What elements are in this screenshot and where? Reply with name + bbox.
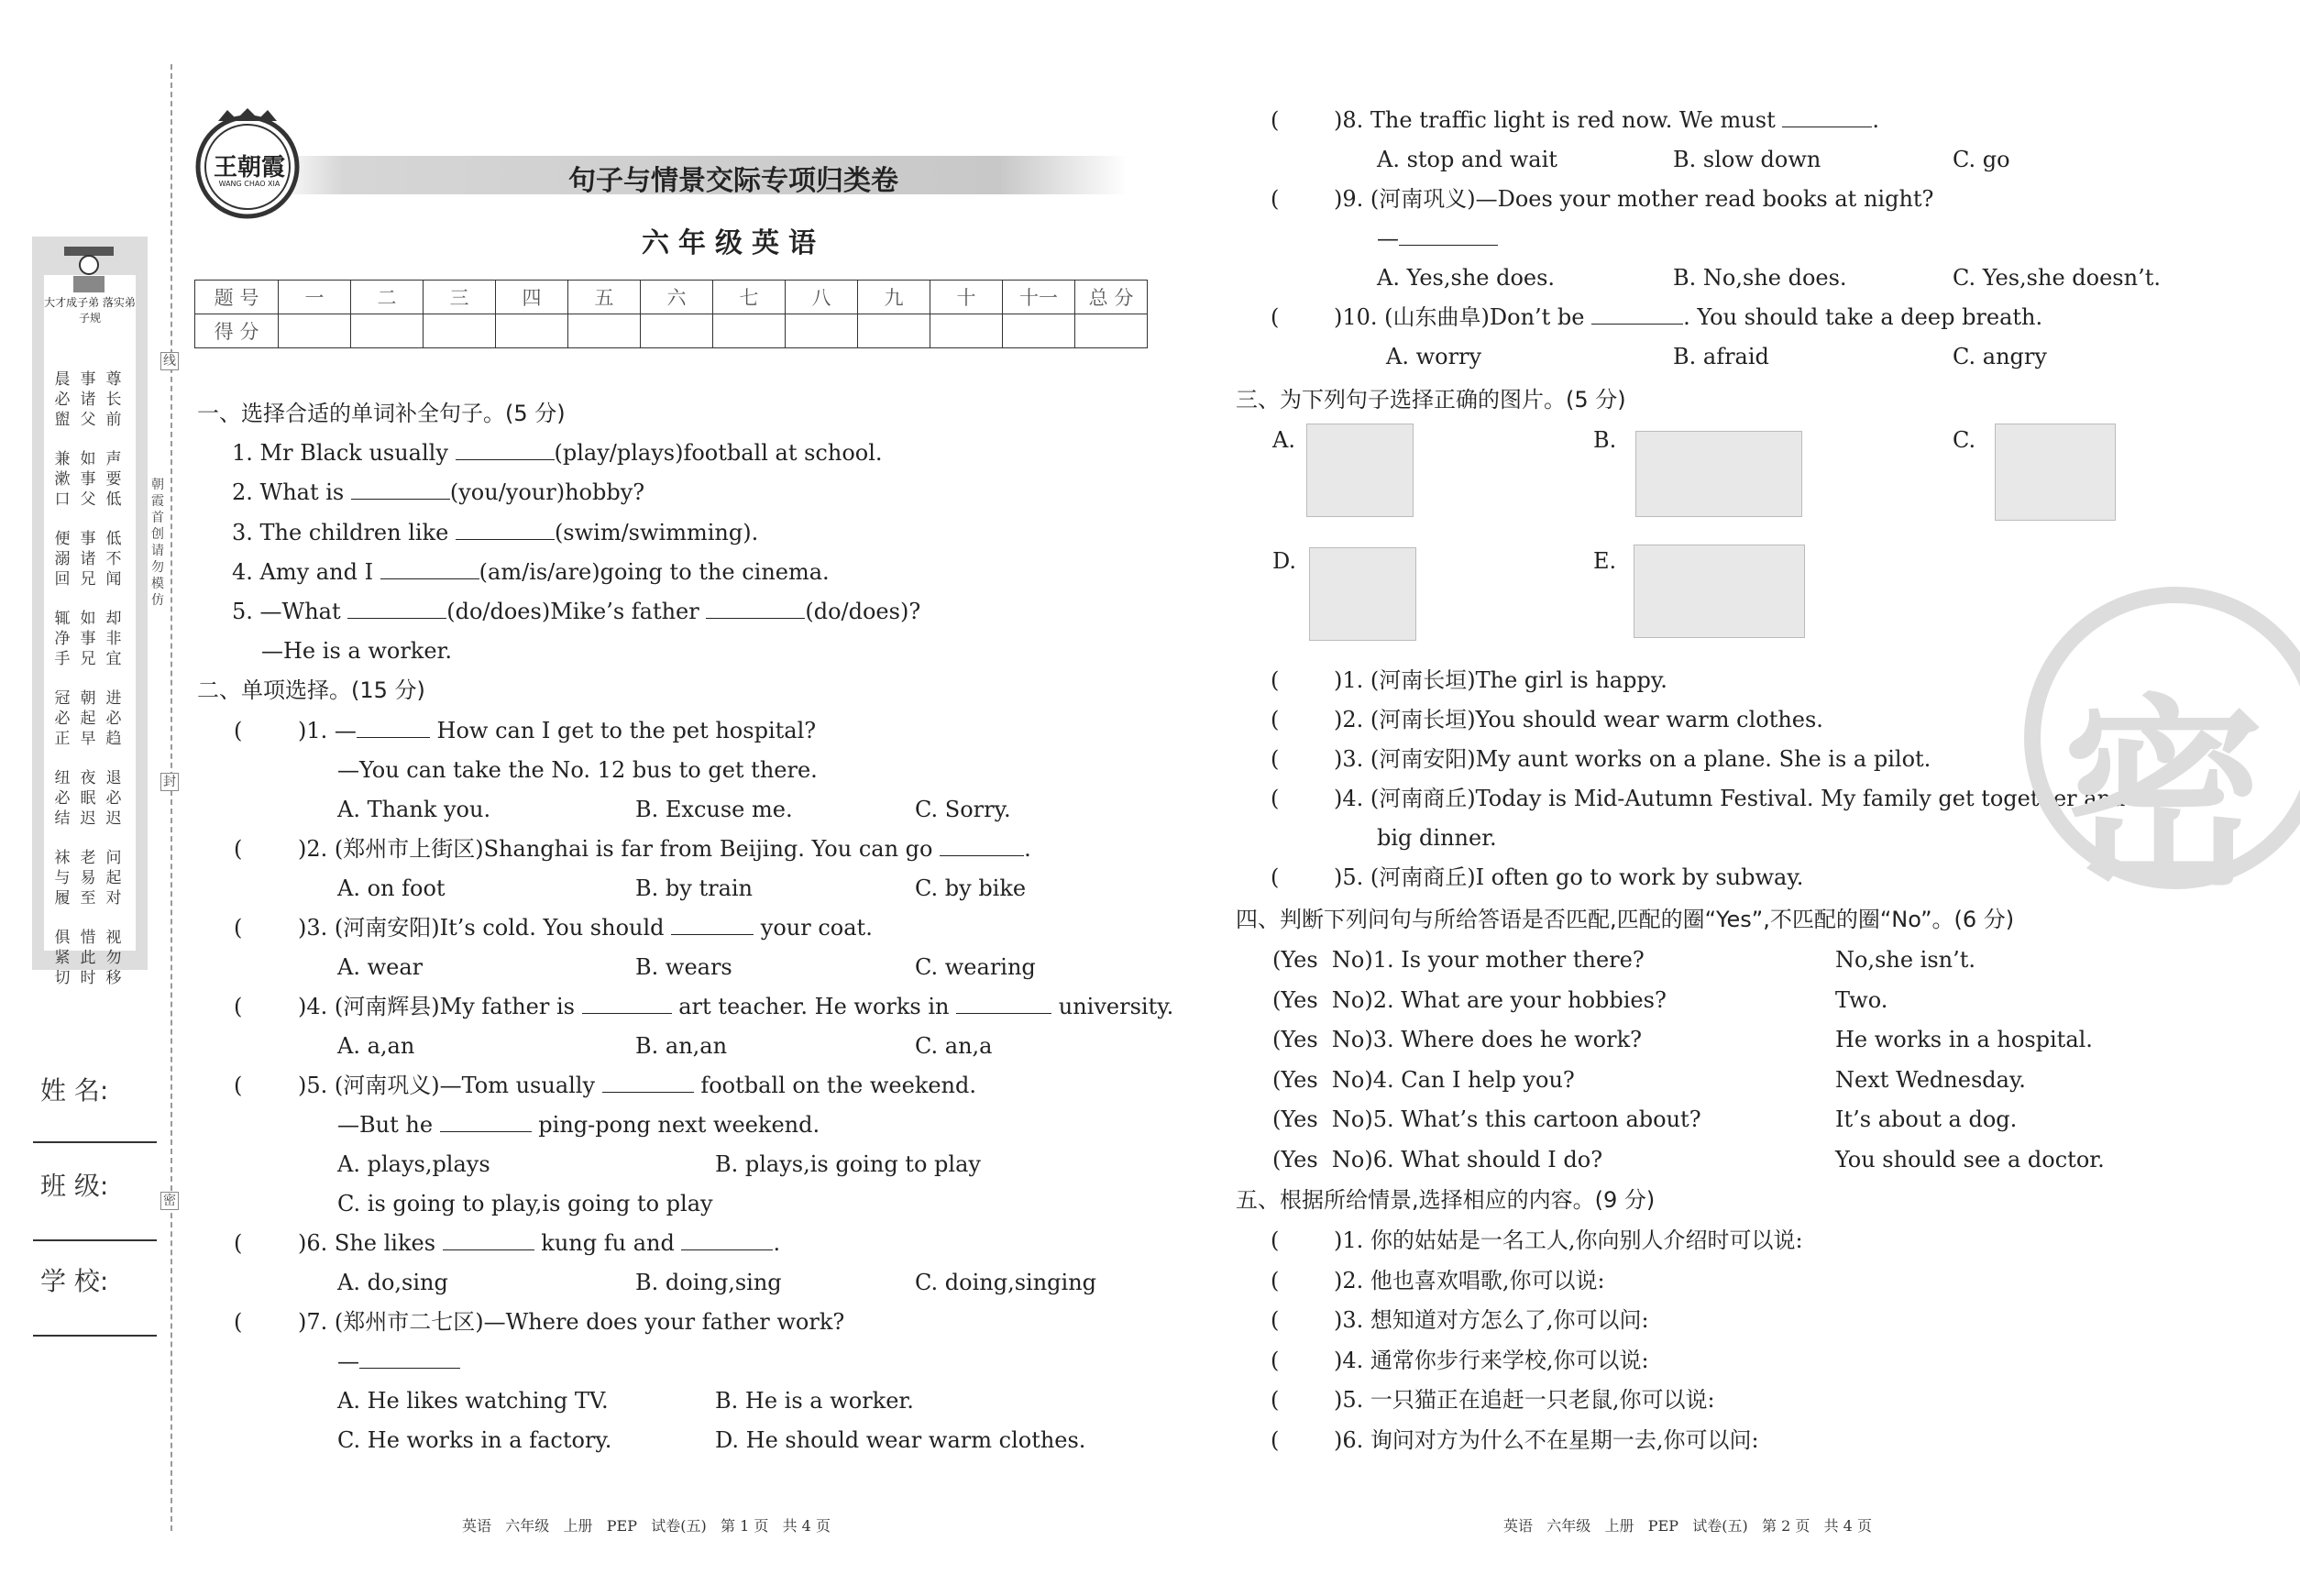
- motto-text: 兼漱口: [54, 450, 71, 509]
- section-4-title: 四、判断下列问句与所给答语是否匹配,匹配的圈“Yes”,不匹配的圈“No”。(6 分): [1236, 907, 2015, 932]
- answer-blank[interactable]: [1591, 303, 1683, 325]
- s4-question-1: (Yes No)1. Is your mother there?: [1272, 947, 1645, 973]
- s4-question-4: (Yes No)4. Can I help you?: [1272, 1066, 1575, 1093]
- s1-question-4: 4. Amy and I (am/is/are)going to the cinema.: [232, 559, 830, 585]
- school-label: 学 校:: [40, 1266, 109, 1296]
- answer-blank[interactable]: [681, 1229, 773, 1250]
- score-header-cell: 八: [786, 281, 858, 314]
- q3-opt-a: A. wear: [337, 954, 424, 980]
- score-input-cell[interactable]: [1075, 314, 1148, 348]
- q8-opt-c: C. go: [1953, 147, 2010, 172]
- score-header-cell: 题 号: [195, 281, 279, 314]
- s1-answer-5: —He is a worker.: [261, 638, 452, 664]
- answer-blank[interactable]: [440, 1111, 532, 1132]
- answer-bracket[interactable]: (: [1271, 1307, 1280, 1333]
- motto-text: 如事兄: [80, 610, 96, 668]
- motto-text: 老易至: [80, 849, 96, 908]
- q9: )9. (河南巩义)—Does your mother read books at night?: [1334, 186, 1934, 212]
- section-2-title: 二、单项选择。(15 分): [197, 677, 425, 703]
- s1-question-2: 2. What is (you/your)hobby?: [232, 479, 645, 505]
- s1-question-5: 5. —What (do/does)Mike’s father (do/does)?: [232, 599, 921, 624]
- q3: )3. (河南安阳)It’s cold. You should your coat.: [298, 915, 873, 941]
- s4-answer-6: You should see a doctor.: [1835, 1146, 2105, 1172]
- section-3-title: 三、为下列句子选择正确的图片。(5 分): [1236, 387, 1626, 413]
- q7-opt-d: D. He should wear warm clothes.: [715, 1427, 1086, 1453]
- answer-blank[interactable]: [443, 1229, 534, 1250]
- s4-answer-4: Next Wednesday.: [1835, 1066, 2026, 1093]
- s5-item-2: )2. 他也喜欢唱歌,你可以说:: [1334, 1267, 1605, 1293]
- score-input-cell[interactable]: [858, 314, 930, 348]
- answer-bracket[interactable]: (: [1271, 1347, 1280, 1373]
- answer-bracket[interactable]: (: [234, 994, 243, 1019]
- footer-page-1: 英语 六年级 上册 PEP 试卷(五) 第 1 页 共 4 页: [462, 1517, 831, 1535]
- answer-blank[interactable]: [359, 1348, 460, 1369]
- answer-bracket[interactable]: (: [1271, 1267, 1280, 1293]
- score-header-cell: 九: [858, 281, 930, 314]
- answer-bracket[interactable]: (: [234, 1073, 243, 1098]
- answer-bracket[interactable]: (: [1271, 186, 1280, 212]
- motto-text: 晨必盥: [54, 370, 71, 429]
- school-field[interactable]: [33, 1335, 157, 1337]
- answer-blank[interactable]: [1782, 106, 1872, 127]
- score-input-cell[interactable]: [1003, 314, 1075, 348]
- s5-item-6: )6. 询问对方为什么不在星期一去,你可以问:: [1334, 1426, 1759, 1453]
- s4-question-5: (Yes No)5. What’s this cartoon about?: [1272, 1106, 1701, 1132]
- answer-blank[interactable]: [347, 598, 446, 619]
- score-header-cell: 七: [713, 281, 786, 314]
- q5-opt-b: B. plays,is going to play: [715, 1151, 981, 1177]
- q10-opt-a: A. worry: [1386, 344, 1482, 369]
- score-table: [194, 280, 1148, 348]
- answer-blank[interactable]: [956, 993, 1051, 1014]
- score-label-cell: 得 分: [195, 314, 279, 348]
- q4-opt-c: C. an,a: [915, 1033, 993, 1059]
- score-header-cell: 六: [641, 281, 713, 314]
- s4-answer-2: Two.: [1835, 986, 1888, 1013]
- q5-opt-a: A. plays,plays: [337, 1151, 490, 1177]
- answer-bracket[interactable]: (: [1271, 304, 1280, 330]
- score-input-cell[interactable]: [351, 314, 424, 348]
- score-input-cell[interactable]: [568, 314, 641, 348]
- page-title: 句子与情景交际专项归类卷: [568, 165, 898, 197]
- section-5-title: 五、根据所给情景,选择相应的内容。(9 分): [1236, 1187, 1656, 1213]
- binding-dashed-line: [171, 64, 172, 1531]
- picture-happy-girl: [1306, 424, 1414, 517]
- q4: )4. (河南辉县)My father is art teacher. He works in university.: [298, 994, 1174, 1019]
- motto-text: 声要低: [105, 450, 122, 509]
- motto-text: 事诸父: [80, 370, 96, 429]
- answer-blank[interactable]: [357, 717, 430, 738]
- page-subtitle: 六年级英语: [642, 227, 825, 259]
- q9-opt-b: B. No,she does.: [1673, 265, 1847, 291]
- picture-label-b: B.: [1593, 427, 1617, 453]
- q6-opt-b: B. doing,sing: [635, 1270, 782, 1295]
- answer-blank[interactable]: [351, 479, 450, 500]
- picture-label-a: A.: [1272, 427, 1295, 453]
- score-header-cell: 十: [930, 281, 1003, 314]
- motto-text: 却非宜: [105, 610, 122, 668]
- score-header-cell: 四: [496, 281, 568, 314]
- s3-item-2: )2. (河南长垣)You should wear warm clothes.: [1334, 707, 1823, 732]
- answer-bracket[interactable]: (: [234, 1309, 243, 1335]
- motto-text: 问起对: [105, 849, 122, 908]
- score-input-cell[interactable]: [786, 314, 858, 348]
- seal-mark-seal: 封: [160, 773, 179, 791]
- motto-text: 袜与履: [54, 849, 71, 908]
- motto-text: 如事父: [80, 450, 96, 509]
- q7-opt-b: B. He is a worker.: [715, 1388, 914, 1414]
- answer-bracket[interactable]: (: [1271, 667, 1280, 693]
- answer-bracket[interactable]: (: [1271, 786, 1280, 811]
- footer-page-2: 英语 六年级 上册 PEP 试卷(五) 第 2 页 共 4 页: [1503, 1517, 1872, 1535]
- q6: )6. She likes kung fu and .: [298, 1230, 781, 1256]
- motto-text: 进必趋: [105, 689, 122, 748]
- answer-bracket[interactable]: (: [1271, 1227, 1280, 1253]
- score-header-cell: 十一: [1003, 281, 1075, 314]
- score-input-cell[interactable]: [496, 314, 568, 348]
- answer-blank[interactable]: [940, 835, 1024, 856]
- picture-subway-train: [1635, 431, 1802, 517]
- answer-bracket[interactable]: (: [234, 836, 243, 862]
- score-header-cell: 二: [351, 281, 424, 314]
- q4-opt-a: A. a,an: [337, 1033, 415, 1059]
- picture-boy-cold: [1634, 545, 1805, 638]
- q1-opt-b: B. Excuse me.: [635, 797, 793, 822]
- s3-item-5: )5. (河南商丘)I often go to work by subway.: [1334, 864, 1804, 890]
- motto-header: 大才成子弟 落实弟子规: [44, 296, 136, 325]
- picture-label-d: D.: [1272, 548, 1297, 574]
- motto-text: 纽必结: [54, 769, 71, 828]
- q5-line2: —But he ping-pong next weekend.: [337, 1112, 820, 1138]
- answer-blank[interactable]: [456, 439, 555, 460]
- motto-text: 朝起早: [80, 689, 96, 748]
- q1-opt-c: C. Sorry.: [915, 797, 1011, 822]
- seal-mark-line: 线: [160, 352, 179, 370]
- answer-bracket[interactable]: (: [234, 718, 243, 743]
- q7-dash: —: [337, 1348, 460, 1375]
- score-header-cell: 总 分: [1075, 281, 1148, 314]
- motto-text: 低不闻: [105, 530, 122, 589]
- q2-opt-a: A. on foot: [337, 875, 446, 901]
- seal-mark-secret: 密: [160, 1192, 179, 1210]
- score-input-cell[interactable]: [279, 314, 351, 348]
- anti-copy-notice: 朝霞首创 请勿模仿: [151, 478, 164, 608]
- answer-bracket[interactable]: (: [1271, 1387, 1280, 1413]
- brand-sub: WANG CHAO XIA: [218, 180, 281, 188]
- answer-bracket[interactable]: (: [1271, 1426, 1280, 1453]
- q5-opt-c: C. is going to play,is going to play: [337, 1191, 713, 1216]
- scholar-figure-icon: [57, 243, 121, 293]
- answer-bracket[interactable]: (: [1271, 746, 1280, 772]
- s4-question-6: (Yes No)6. What should I do?: [1272, 1146, 1603, 1172]
- motto-text: 视勿移: [105, 929, 122, 987]
- motto-text: 事诸兄: [80, 530, 96, 589]
- motto-text: 冠必正: [54, 689, 71, 748]
- motto-text: 退必迟: [105, 769, 122, 828]
- answer-bracket[interactable]: (: [234, 915, 243, 941]
- q8-opt-a: A. stop and wait: [1377, 147, 1557, 172]
- answer-blank[interactable]: [706, 598, 805, 619]
- answer-blank[interactable]: [602, 1072, 694, 1093]
- q3-opt-b: B. wears: [635, 954, 732, 980]
- s1-question-1: 1. Mr Black usually (play/plays)football at school.: [232, 440, 883, 466]
- score-input-cell[interactable]: [930, 314, 1003, 348]
- motto-text: 夜眠迟: [80, 769, 96, 828]
- s4-answer-1: No,she isn’t.: [1835, 947, 1976, 973]
- s4-question-3: (Yes No)3. Where does he work?: [1272, 1027, 1642, 1052]
- s5-item-3: )3. 想知道对方怎么了,你可以问:: [1334, 1307, 1649, 1333]
- q9-opt-c: C. Yes,she doesn’t.: [1953, 265, 2161, 291]
- picture-label-e: E.: [1593, 548, 1617, 574]
- q3-opt-c: C. wearing: [915, 954, 1036, 980]
- q6-opt-c: C. doing,singing: [915, 1270, 1097, 1295]
- answer-bracket[interactable]: (: [234, 1230, 243, 1256]
- motto-text: 俱紧切: [54, 929, 71, 987]
- q9-opt-a: A. Yes,she does.: [1377, 265, 1556, 291]
- answer-blank[interactable]: [380, 558, 479, 579]
- score-header-cell: 一: [279, 281, 351, 314]
- score-header-cell: 五: [568, 281, 641, 314]
- q10: )10. (山东曲阜)Don’t be . You should take a deep breath.: [1334, 304, 2043, 330]
- class-label: 班 级:: [40, 1171, 109, 1201]
- motto-text: 惜此时: [80, 929, 96, 987]
- score-input-cell[interactable]: [424, 314, 496, 348]
- answer-bracket[interactable]: (: [1271, 864, 1280, 890]
- score-input-cell[interactable]: [641, 314, 713, 348]
- s4-answer-3: He works in a hospital.: [1835, 1027, 2093, 1052]
- q1-opt-a: A. Thank you.: [337, 797, 491, 822]
- class-field[interactable]: [33, 1239, 157, 1241]
- name-label: 姓 名:: [40, 1075, 109, 1106]
- q1: )1. — How can I get to the pet hospital?: [298, 718, 817, 743]
- answer-blank[interactable]: [456, 519, 555, 540]
- s3-item-3: )3. (河南安阳)My aunt works on a plane. She is a pilot.: [1334, 746, 1931, 772]
- answer-bracket[interactable]: (: [1271, 707, 1280, 732]
- motto-text: 便溺回: [54, 530, 71, 589]
- q9-dash: —: [1377, 225, 1498, 252]
- q5: )5. (河南巩义)—Tom usually football on the weekend.: [298, 1073, 977, 1098]
- motto-text: 尊长前: [105, 370, 122, 429]
- s5-item-5: )5. 一只猫正在追赶一只老鼠,你可以说:: [1334, 1387, 1715, 1413]
- score-header-cell: 三: [424, 281, 496, 314]
- section-1-title: 一、选择合适的单词补全句子。(5 分): [197, 401, 566, 426]
- q2-opt-c: C. by bike: [915, 875, 1027, 901]
- q2: )2. (郑州市上街区)Shanghai is far from Beijing. You can go .: [298, 836, 1031, 862]
- q7: )7. (郑州市二七区)—Where does your father work?: [298, 1309, 845, 1335]
- s5-item-4: )4. 通常你步行来学校,你可以说:: [1334, 1347, 1649, 1373]
- q1-answer: —You can take the No. 12 bus to get there.: [337, 757, 818, 783]
- confidential-seal-char: 密: [2063, 677, 2265, 912]
- score-input-cell[interactable]: [713, 314, 786, 348]
- s4-question-2: (Yes No)2. What are your hobbies?: [1272, 986, 1667, 1013]
- s4-answer-5: It’s about a dog.: [1835, 1106, 2018, 1132]
- q7-opt-a: A. He likes watching TV.: [337, 1388, 609, 1414]
- q8: )8. The traffic light is red now. We must .: [1334, 107, 1879, 133]
- s3-item-4: )4. (河南商丘)Today is Mid-Autumn Festival. My family get together and have a: [1334, 786, 2206, 811]
- answer-blank[interactable]: [671, 914, 754, 935]
- picture-label-c: C.: [1953, 427, 1976, 453]
- answer-blank[interactable]: [1399, 225, 1498, 246]
- s1-question-3: 3. The children like (swim/swimming).: [232, 520, 759, 545]
- s5-item-1: )1. 你的姑姑是一名工人,你向别人介绍时可以说:: [1334, 1227, 1803, 1253]
- q10-opt-c: C. angry: [1953, 344, 2047, 369]
- q4-opt-b: B. an,an: [635, 1033, 728, 1059]
- answer-blank[interactable]: [582, 993, 672, 1014]
- brand-name: 王朝霞: [213, 154, 285, 182]
- q6-opt-a: A. do,sing: [337, 1270, 448, 1295]
- picture-pilot-plane: [1309, 547, 1416, 641]
- answer-bracket[interactable]: (: [1271, 107, 1280, 133]
- name-field[interactable]: [33, 1141, 157, 1143]
- picture-family-dinner: [1995, 424, 2116, 521]
- q7-opt-c: C. He works in a factory.: [337, 1427, 612, 1453]
- motto-text: 辄净手: [54, 610, 71, 668]
- q2-opt-b: B. by train: [635, 875, 754, 901]
- s3-item-4-cont: big dinner.: [1377, 825, 1497, 851]
- q10-opt-b: B. afraid: [1673, 344, 1769, 369]
- s3-item-1: )1. (河南长垣)The girl is happy.: [1334, 667, 1667, 693]
- q8-opt-b: B. slow down: [1673, 147, 1821, 172]
